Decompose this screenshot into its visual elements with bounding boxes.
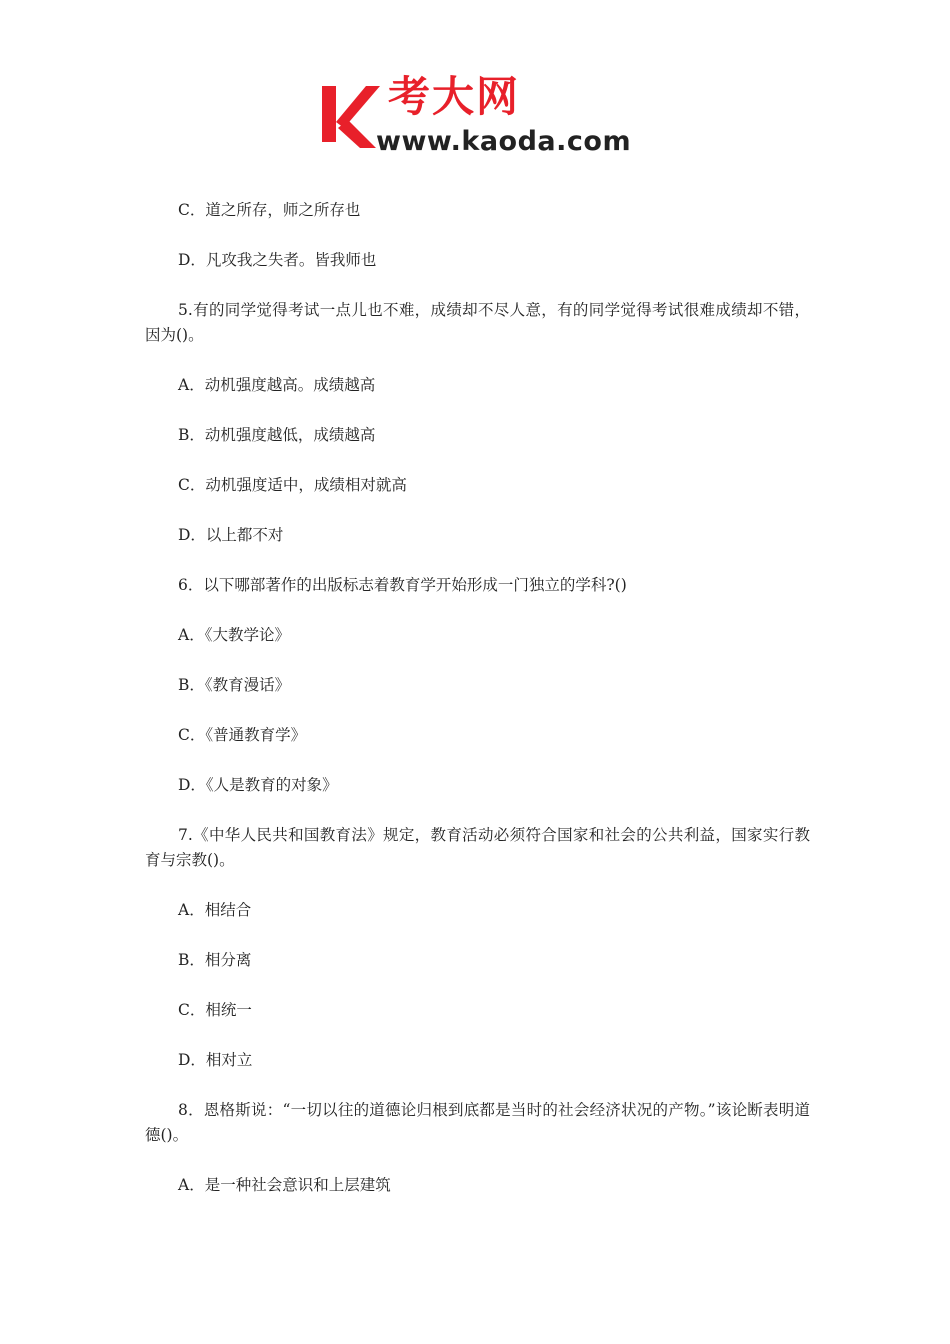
option-line: B．《教育漫话》 [178,676,291,694]
question-line: 7.《中华人民共和国教育法》规定，教育活动必须符合国家和社会的公共利益，国家实行教育与宗教()。 [145,826,810,869]
option-line: C．相统一 [178,1001,252,1019]
option-line: C．道之所存，师之所存也 [178,201,361,219]
option-line: D．相对立 [178,1051,253,1069]
option-line: B．相分离 [178,951,252,969]
question-line: 8．恩格斯说：“一切以往的道德论归根到底都是当时的社会经济状况的产物。”该论断表明道德()。 [145,1101,810,1144]
question-line: 5.有的同学觉得考试一点儿也不难，成绩却不尽人意，有的同学觉得考试很难成绩却不错，因为()。 [145,301,810,344]
option-line: D．以上都不对 [178,526,284,544]
option-line: A．《大教学论》 [178,626,290,644]
option-line: D．凡攻我之失者。皆我师也 [178,251,377,269]
option-line: C．《普通教育学》 [178,726,307,744]
option-line: B．动机强度越低，成绩越高 [178,426,376,444]
option-line: C．动机强度适中，成绩相对就高 [178,476,407,494]
logo-chinese-text: 考大网 [388,72,521,121]
option-line: A．相结合 [178,901,252,919]
logo-url-text: www.kaoda.com [376,126,632,157]
site-logo [318,72,638,160]
question-line: 6．以下哪部著作的出版标志着教育学开始形成一门独立的学科?() [178,576,627,594]
document-body [145,198,810,1223]
option-line: A．动机强度越高。成绩越高 [178,376,376,394]
option-line: A．是一种社会意识和上层建筑 [178,1176,391,1194]
logo-k-mark-icon [318,82,380,152]
option-line: D．《人是教育的对象》 [178,776,338,794]
